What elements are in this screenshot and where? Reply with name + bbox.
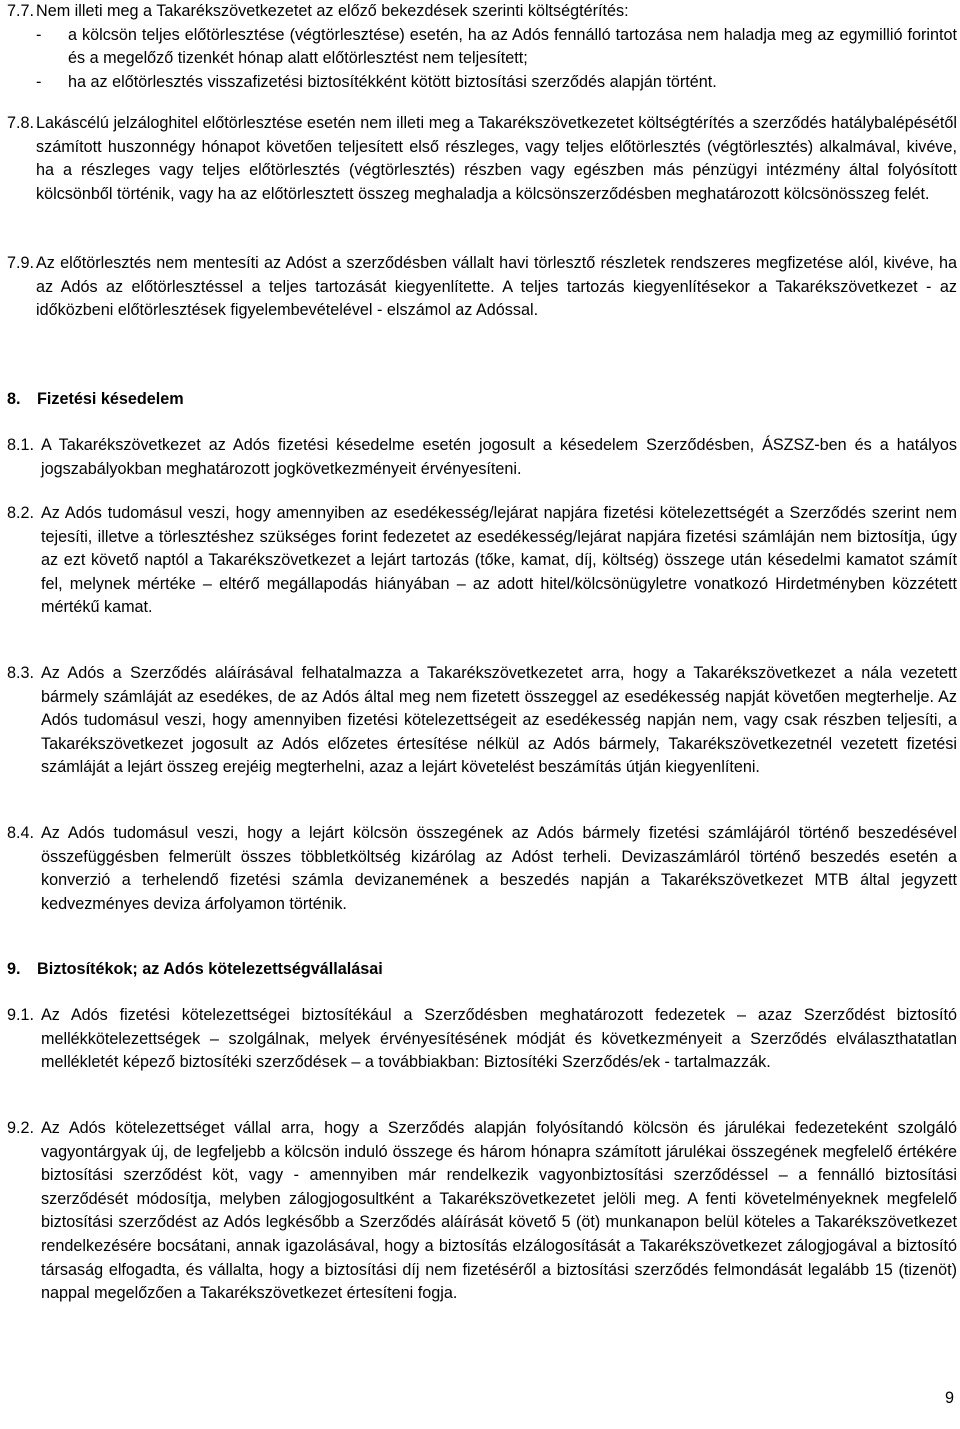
- section-title: Fizetési késedelem: [37, 390, 184, 408]
- paragraph-9-2: [7, 1117, 957, 1306]
- paragraph-8-2: [7, 502, 957, 620]
- paragraph-number: 8.2.: [7, 504, 35, 522]
- list-item: [36, 24, 957, 71]
- paragraph-text: A Takarékszövetkezet az Adós fizetési késedelme esetén jogosult a késedelem Szerződésben, ÁSZSZ-ben és a hatályos jogszabályokban meghatározott jogkövetkezményeit érvényesíteni.: [41, 436, 957, 478]
- paragraph-number: 7.9.: [7, 254, 35, 272]
- paragraph-text: Az Adós a Szerződés aláírásával felhatalmazza a Takarékszövetkezetet arra, hogy a Takarékszövetkezet a nála vezetett bármely számláját az esedékes, de az Adós által meg nem fizetett összeggel az esedékesség napját követően megterhelje. Az Adós tudomásul veszi, hogy amennyiben fizetési kötelezettségeit az esedékesség napján nem, vagy csak részben teljesíti, a Takarékszövetkezet jogosult az Adós előzetes értesítése nélkül az Adós bármely, Takarékszövetkezetnél vezetett fizetési számláját a lejárt összeg erejéig megterhelni, azaz a lejárt követelést beszámítás útján kiegyenlíteni.: [41, 664, 957, 777]
- section-number: 9.: [7, 960, 21, 978]
- paragraph-text: Az Adós tudomásul veszi, hogy amennyiben az esedékesség/lejárat napjára fizetési kötelezettségét a Szerződés szerint nem tejesíti, illetve a törlesztéshez szükséges forint fedezetet az esedékesség/lejárat napjára fizetési számláján nem biztosítja, úgy az ezt követő naptól a Takarékszövetkezet a lejárt tartozás (tőke, kamat, díj, költség) összege után késedelmi kamatot számít fel, melynek mértéke – eltérő megállapodás hiányában – az adott hitel/kölcsönügyletre vonatkozó Hirdetményben közzétett mértékű kamat.: [41, 504, 957, 617]
- list-item-text: ha az előtörlesztés visszafizetési biztosítékként kötött biztosítási szerződés alapján történt.: [68, 72, 717, 91]
- paragraph-7-7: [7, 0, 957, 94]
- paragraph-number: 9.1.: [7, 1006, 35, 1024]
- section-heading-8: [7, 388, 184, 412]
- dash-bullet: -: [36, 25, 42, 44]
- paragraph-text: Nem illeti meg a Takarékszövetkezetet az előző bekezdések szerinti költségtérítés:: [36, 2, 629, 20]
- paragraph-8-1: [7, 434, 957, 481]
- paragraph-text: Az Adós fizetési kötelezettségei biztosítékául a Szerződésben meghatározott fedezetek – azaz Szerződést biztosító mellékkötelezettségek – szolgálnak, melyek érvényesítésének módját és következményeit a Szerződés elválaszthatatlan mellékletét képező biztosítéki szerződések – a továbbiakban: Biztosítéki Szerződés/ek - tartalmazzák.: [41, 1006, 957, 1072]
- paragraph-text: Lakáscélú jelzáloghitel előtörlesztése esetén nem illeti meg a Takarékszövetkezetet költségtérítés a szerződés hatálybalépésétől számított huszonnégy hónapot követően teljesített első részleges, vagy teljes előtörlesztés (végtörlesztés) alkalmával, kivéve, ha a részleges vagy teljes előtörlesztés (végtörlesztés) részben vagy egészben más pénzügyi intézmény által folyósított kölcsönből történik, vagy ha az előtörlesztett összeg meghaladja a kölcsönszerződésben meghatározott kölcsönösszeg felét.: [36, 114, 957, 203]
- paragraph-8-4: [7, 822, 957, 916]
- paragraph-9-1: [7, 1004, 957, 1075]
- dash-bullet: -: [36, 72, 42, 91]
- section-number: 8.: [7, 390, 21, 408]
- page-number: 9: [944, 1389, 954, 1407]
- paragraph-number: 7.7.: [7, 2, 35, 20]
- paragraph-number: 8.1.: [7, 436, 35, 454]
- paragraph-text: Az Adós tudomásul veszi, hogy a lejárt kölcsön összegének az Adós bármely fizetési számlájáról történő beszedésével összefüggésben felmerült összes többletköltség kizárólag az Adóst terheli. Devizaszámláról történő beszedés esetén a konverzió a terhelendő fizetési számla devizanemének a beszedés napján a Takarékszövetkezet MTB által jegyzett kedvezményes deviza árfolyamon történik.: [41, 824, 957, 913]
- section-title: Biztosítékok; az Adós kötelezettségvállalásai: [37, 960, 383, 978]
- paragraph-7-9: [7, 252, 957, 323]
- bullet-list: [7, 24, 957, 95]
- paragraph-number: 9.2.: [7, 1119, 35, 1137]
- paragraph-number: 8.4.: [7, 824, 35, 842]
- paragraph-number: 8.3.: [7, 664, 35, 682]
- paragraph-text: Az Adós kötelezettséget vállal arra, hogy a Szerződés alapján folyósítandó kölcsön és járulékai fedezeteként szolgáló vagyontárgyak új, de legfeljebb a kölcsön induló összege és három hónapra számított járulékai összegének megfelelő értékére biztosítási szerződést köt, vagy - amennyiben már rendelkezik vagyonbiztosítási szerződéssel – a fennálló biztosítási szerződését módosítja, melyben zálogjogosultként a Takarékszövetkezetet jelöli meg. A fenti követelményeknek megfelelő biztosítási szerződést az Adós legkésőbb a Szerződés aláírását követő 5 (öt) munkanapon belül köteles a Takarékszövetkezet rendelkezésére bocsátani, annak igazolásával, hogy a biztosítás elzálogosítását a Takarékszövetkezet zálogjogával a biztosító társaság elfogadta, és vállalta, hogy a biztosítási díj nem fizetéséről a biztosítási szerződés felmondását legalább 15 (tizenöt) nappal megelőzően a Takarékszövetkezet értesíteni fogja.: [41, 1119, 957, 1303]
- list-item-text: a kölcsön teljes előtörlesztése (végtörlesztése) esetén, ha az Adós fennálló tartozása nem haladja meg az egymillió forintot és a megelőző tizenkét hónap alatt előtörlesztést nem teljesített;: [68, 25, 957, 68]
- list-item: [36, 71, 957, 95]
- paragraph-8-3: [7, 662, 957, 780]
- paragraph-number: 7.8.: [7, 114, 35, 132]
- paragraph-text: Az előtörlesztés nem mentesíti az Adóst a szerződésben vállalt havi törlesztő részletek rendszeres megfizetése alól, kivéve, ha az Adós az előtörlesztéssel a teljes tartozását kiegyenlítette. A teljes tartozás kiegyenlítésekor a Takarékszövetkezet - az időközbeni előtörlesztések figyelembevételével - elszámol az Adóssal.: [36, 254, 957, 320]
- paragraph-7-8: [7, 112, 957, 206]
- section-heading-9: [7, 958, 383, 982]
